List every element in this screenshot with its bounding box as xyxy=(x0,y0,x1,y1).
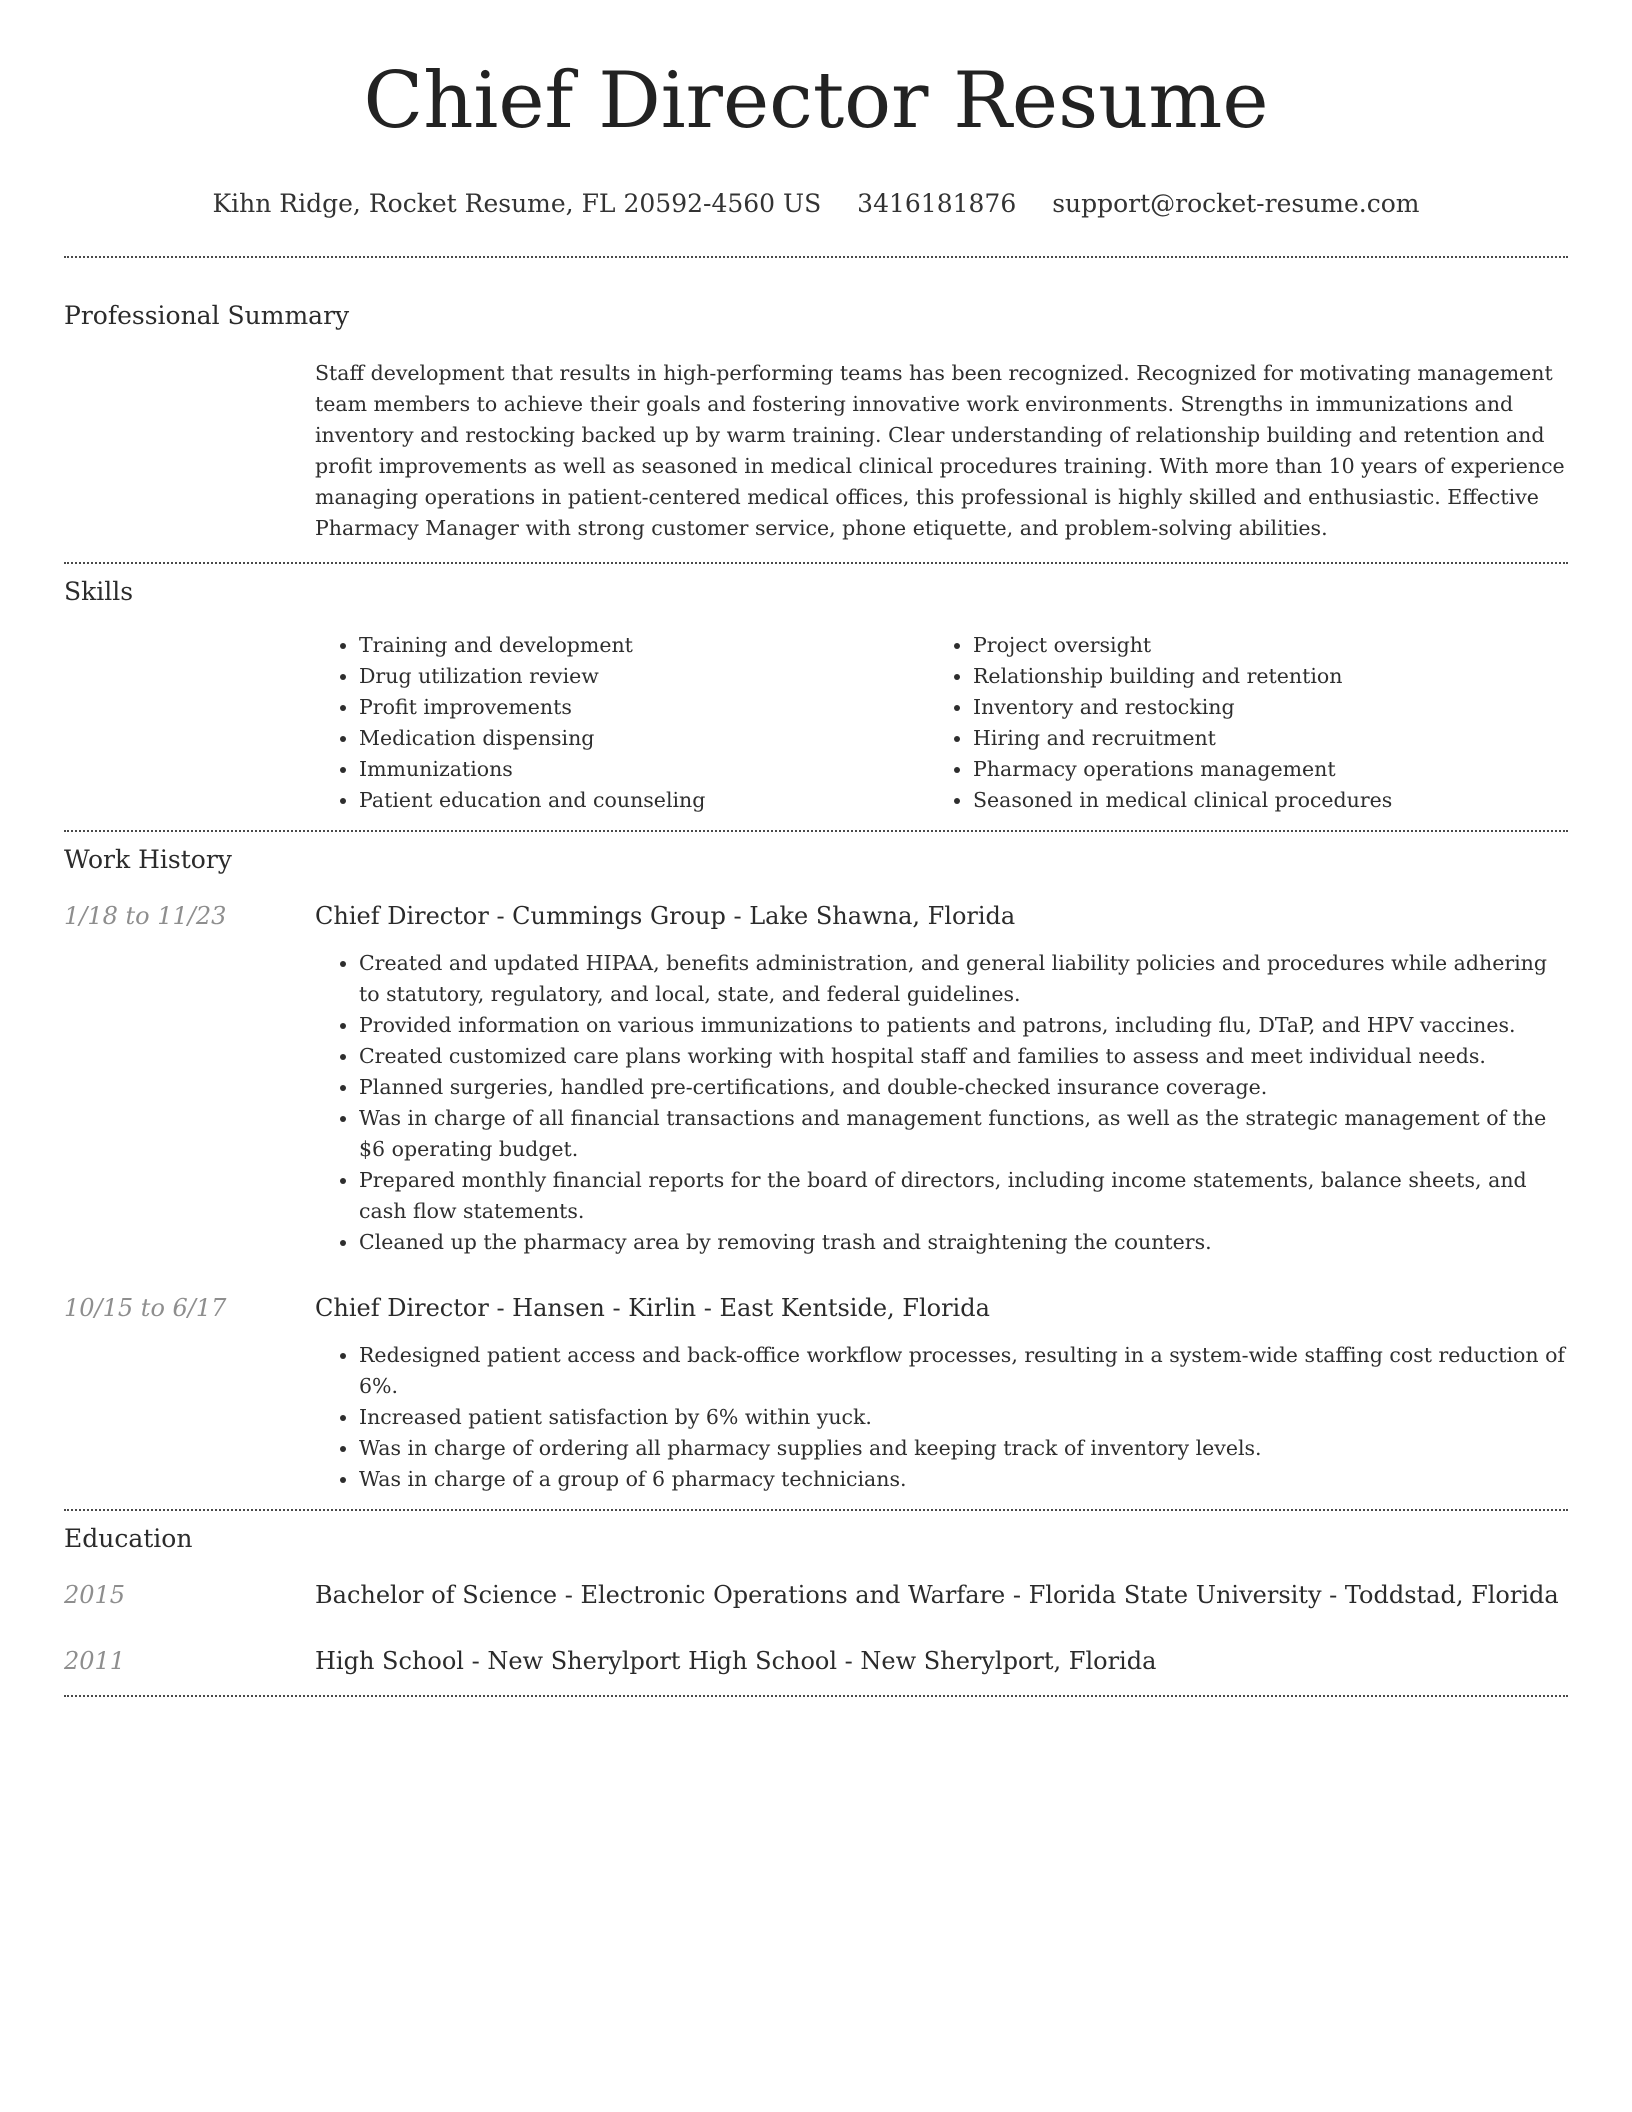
skill-item: • Relationship building and retention xyxy=(973,661,1543,692)
skill-item: • Pharmacy operations management xyxy=(973,754,1543,785)
contact-line xyxy=(64,188,1568,220)
job-body xyxy=(315,900,1568,1258)
job-bullet: • Prepared monthly financial reports for the board of directors, including income statements, balance sheets, and cash flow statements. xyxy=(359,1165,1568,1227)
job-bullets xyxy=(315,948,1568,1258)
skills-column-left xyxy=(315,630,929,816)
skill-item: • Inventory and restocking xyxy=(973,692,1543,723)
job-role: Chief Director - Cummings Group - Lake Shawna, Florida xyxy=(315,902,1016,930)
skill-item: • Training and development xyxy=(359,630,929,661)
job-dates: 10/15 to 6/17 xyxy=(64,1294,227,1322)
divider xyxy=(64,830,1568,832)
education-year: 2015 xyxy=(64,1581,126,1609)
skill-item: • Patient education and counseling xyxy=(359,785,929,816)
contact-phone: 3416181876 xyxy=(857,189,1017,218)
job-bullet: • Created customized care plans working with hospital staff and families to assess and meet individual needs. xyxy=(359,1041,1568,1072)
section-heading-education: Education xyxy=(64,1524,193,1553)
resume-title: Chief Director Resume xyxy=(363,56,1269,146)
divider xyxy=(64,1695,1568,1697)
education-year: 2011 xyxy=(64,1647,126,1675)
skill-item: • Immunizations xyxy=(359,754,929,785)
divider xyxy=(64,562,1568,564)
job-bullet: • Created and updated HIPAA, benefits administration, and general liability policies and procedures while adhering to statutory, regulatory, and local, state, and federal guidelines. xyxy=(359,948,1568,1010)
skill-item: • Profit improvements xyxy=(359,692,929,723)
education-entry xyxy=(64,1645,1568,1677)
job-bullet: • Provided information on various immunizations to patients and patrons, including flu, DTaP, and HPV vaccines. xyxy=(359,1010,1568,1041)
skill-item: • Project oversight xyxy=(973,630,1543,661)
job-bullet: • Cleaned up the pharmacy area by removing trash and straightening the counters. xyxy=(359,1227,1568,1258)
skill-item: • Seasoned in medical clinical procedures xyxy=(973,785,1543,816)
job-bullet: • Was in charge of a group of 6 pharmacy technicians. xyxy=(359,1464,1568,1495)
job-role: Chief Director - Hansen - Kirlin - East Kentside, Florida xyxy=(315,1294,990,1322)
job-bullet: • Increased patient satisfaction by 6% within yuck. xyxy=(359,1402,1568,1433)
skills-column-right xyxy=(929,630,1543,816)
job-bullets xyxy=(315,1340,1568,1495)
job-bullet: • Planned surgeries, handled pre-certifications, and double-checked insurance coverage. xyxy=(359,1072,1568,1103)
job-dates: 1/18 to 11/23 xyxy=(64,902,227,930)
divider xyxy=(64,1509,1568,1511)
section-heading-work: Work History xyxy=(64,845,232,874)
skill-item: • Drug utilization review xyxy=(359,661,929,692)
section-heading-summary: Professional Summary xyxy=(64,301,350,330)
summary-text: Staff development that results in high-performing teams has been recognized. Recognized for motivating management team members to achieve their goals and fostering innovative work environments. Strengths in immunizations and inventory and restocking backed up by warm training. Clear understanding of relationship building and retention and profit improvements as well as seasoned in medical clinical procedures training. With more than 10 years of experience managing operations in patient-centered medical offices, this professional is highly skilled and enthusiastic. Effective Pharmacy Manager with strong customer service, phone etiquette, and problem-solving abilities. xyxy=(315,361,1565,540)
job-bullet: • Was in charge of all financial transactions and management functions, as well as the strategic management of the $6 operating budget. xyxy=(359,1103,1568,1165)
section-heading-skills: Skills xyxy=(64,577,134,606)
divider xyxy=(64,256,1568,258)
education-degree: High School - New Sherylport High School - New Sherylport, Florida xyxy=(315,1647,1157,1675)
job-body xyxy=(315,1292,1568,1495)
education-entry xyxy=(64,1579,1568,1611)
skills-list xyxy=(315,630,1568,816)
job-entry xyxy=(64,1292,1568,1495)
contact-email: support@rocket-resume.com xyxy=(1052,189,1420,218)
job-bullet: • Redesigned patient access and back-office workflow processes, resulting in a system-wide staffing cost reduction of 6%. xyxy=(359,1340,1568,1402)
job-entry xyxy=(64,900,1568,1258)
skill-item: • Medication dispensing xyxy=(359,723,929,754)
skill-item: • Hiring and recruitment xyxy=(973,723,1543,754)
job-bullet: • Was in charge of ordering all pharmacy supplies and keeping track of inventory levels. xyxy=(359,1433,1568,1464)
contact-address: Kihn Ridge, Rocket Resume, FL 20592-4560 US xyxy=(212,189,822,218)
education-degree: Bachelor of Science - Electronic Operations and Warfare - Florida State University - Toddstad, Florida xyxy=(315,1581,1559,1609)
